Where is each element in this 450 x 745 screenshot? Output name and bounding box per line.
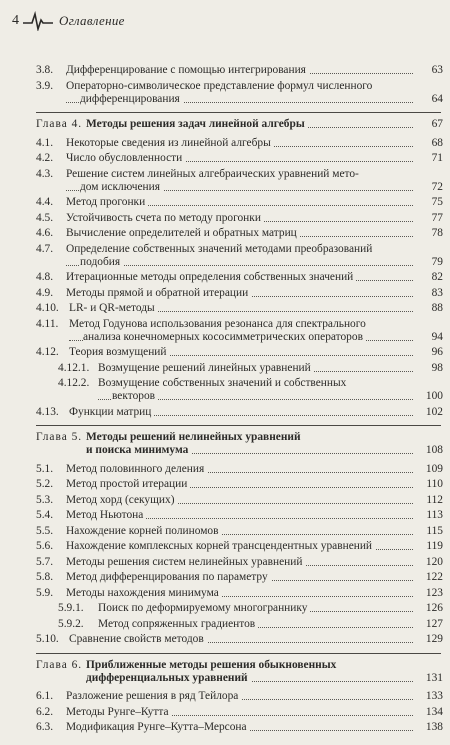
toc-entry-title-line: Определение собственных значений методами преобразований [66, 243, 375, 255]
toc-entry-page-number: 102 [422, 406, 443, 419]
toc-entry-page-number: 112 [422, 494, 443, 507]
toc-entry-page-number: 63 [428, 64, 443, 77]
toc-entry[interactable] [36, 525, 443, 538]
chapter-separator [36, 112, 441, 113]
toc-entry-title-line: Методы Рунге–Кутта [66, 706, 172, 718]
toc-entry-number: 4.5. [36, 211, 54, 224]
toc-entry[interactable] [36, 406, 443, 419]
toc-entry-title-line: Методы решений нелинейных уравнений [86, 431, 304, 443]
toc-entry-title [86, 118, 443, 131]
toc-entry-title-line: Метод Годунова использования резонанса для спектрального [69, 318, 369, 330]
toc-entry-page-number: 75 [428, 196, 443, 209]
toc-entry[interactable] [36, 227, 443, 240]
toc-entry-title [69, 318, 443, 344]
toc-entry-title-line: Возмущение собственных значений и собственных [98, 377, 349, 389]
toc-entry-title [66, 152, 443, 165]
toc-entry-title-line: Сравнение свойств методов [69, 633, 207, 645]
toc-entry-title-line: Разложение решения в ряд Тейлора [66, 690, 241, 702]
toc-entry-title-line: Теория возмущений [69, 346, 170, 358]
toc-entry-title-line: и поиска минимума [86, 444, 191, 456]
toc-entry[interactable] [36, 346, 443, 359]
toc-entry-number: 5.10. [36, 633, 59, 645]
toc-entry[interactable] [36, 463, 443, 476]
toc-entry-title-line: Метод простой итерации [66, 478, 190, 490]
toc-entry-number: 5.5. [36, 524, 54, 537]
toc-entry-title-line: Нахождение комплексных корней трансцендентных уравнений [66, 540, 375, 552]
toc-entry-number: 6.1. [36, 690, 54, 702]
toc-entry-number: Глава 5. [36, 431, 83, 443]
toc-entry-number: 4.2. [36, 152, 54, 164]
toc-entry-title [66, 571, 443, 584]
toc-entry[interactable] [36, 494, 443, 507]
toc-entry-number: 5.3. [36, 493, 54, 506]
toc-entry-number: 4.11. [36, 317, 59, 330]
toc-entry-title-line: Решение систем линейных алгебраических уравнений мето- [66, 168, 362, 180]
toc-entry-title-line: Метод дифференцирования по параметру [66, 571, 271, 583]
toc-entry-page-number: 109 [422, 463, 443, 476]
toc-entry-page-number: 71 [428, 152, 443, 165]
toc-entry-page-number: 127 [422, 618, 443, 631]
toc-entry-title [66, 690, 443, 703]
toc-entry-title [98, 618, 443, 631]
toc-entry-title [66, 706, 443, 719]
toc-entry[interactable] [36, 721, 443, 734]
toc-entry-title-line: Метод прогонки [66, 196, 148, 208]
toc-entry-number: 5.6. [36, 540, 54, 552]
toc-entry-number: 5.9. [36, 586, 54, 599]
toc-entry-title-line: Устойчивость счета по методу прогонки [66, 212, 264, 224]
toc-entry-title [66, 227, 443, 240]
toc-entry-number: 5.9.2. [58, 617, 84, 630]
toc-entry-title [86, 659, 443, 685]
toc-entry-title-line: дом исключения [80, 181, 163, 193]
toc-chapter-entry[interactable] [36, 659, 443, 685]
toc-entry-page-number: 115 [422, 525, 443, 538]
toc-entry-page-number: 78 [428, 227, 443, 240]
toc-entry-title-line: Нахождение корней полиномов [66, 525, 222, 537]
toc-entry-number: 5.4. [36, 509, 54, 521]
chapter-separator [36, 425, 441, 426]
toc-entry-title [98, 602, 443, 615]
toc-entry-title [69, 633, 443, 646]
toc-entry-title [86, 431, 443, 457]
toc-entry-number: 6.2. [36, 705, 54, 718]
toc-entry[interactable] [36, 571, 443, 584]
chapter-separator [36, 653, 441, 654]
toc-entry[interactable] [36, 706, 443, 719]
toc-entry[interactable] [36, 271, 443, 284]
toc-entry-number: 5.9.1. [58, 602, 84, 614]
toc-entry[interactable] [36, 152, 443, 165]
toc-entry-number: 3.8. [36, 64, 54, 76]
toc-entry-number: 4.10. [36, 302, 59, 314]
toc-entry-number: 4.6. [36, 227, 54, 239]
toc-entry-title [69, 346, 443, 359]
toc-entry-page-number: 100 [422, 390, 443, 403]
pulse-line-icon [23, 11, 53, 31]
toc-entry-title-line: Метод хорд (секущих) [66, 494, 177, 506]
toc-entry-title-line: Число обусловленности [66, 152, 185, 164]
toc-entry-page-number: 138 [422, 721, 443, 734]
toc-entry-title-line: Возмущение решений линейных уравнений [98, 362, 314, 374]
toc-entry-title-line: LR- и QR-методы [69, 302, 158, 314]
toc-entry[interactable] [36, 540, 443, 553]
toc-entry[interactable] [58, 618, 443, 631]
toc-entry-title-line: Приближенные методы решения обыкновенных [86, 659, 339, 671]
toc-entry-title [66, 64, 443, 77]
toc-entry-title-line: векторов [112, 390, 158, 402]
toc-entry-page-number: 72 [428, 181, 443, 194]
toc-entry-page-number: 119 [422, 540, 443, 553]
toc-entry-title-line: Метод Ньютона [66, 509, 146, 521]
toc-entry-title [66, 587, 443, 600]
toc-entry-page-number: 134 [422, 706, 443, 719]
toc-entry-page-number: 64 [428, 93, 443, 106]
toc-entry-title-line: Операторно-символическое представление формул численного [66, 80, 375, 92]
toc-entry-page-number: 129 [422, 633, 443, 646]
toc-entry-title [66, 137, 443, 150]
toc-entry[interactable] [36, 587, 443, 600]
toc-entry-title [66, 494, 443, 507]
toc-entry[interactable] [36, 302, 443, 315]
toc-entry-page-number: 83 [428, 287, 443, 300]
toc-entry-title [69, 406, 443, 419]
toc-entry[interactable] [36, 556, 443, 569]
toc-entry-title-line: Функции матриц [69, 406, 154, 418]
toc-entry[interactable] [36, 243, 443, 269]
page-number: 4 [12, 13, 19, 28]
toc-entry-page-number: 82 [428, 271, 443, 284]
toc-entry-page-number: 120 [422, 556, 443, 569]
toc-entry-number: 4.13. [36, 405, 59, 418]
toc-entry[interactable] [36, 64, 443, 77]
toc-entry-title-line: Модификация Рунге–Кутта–Мерсона [66, 721, 250, 733]
toc-entry[interactable] [36, 633, 443, 646]
toc-entry-page-number: 68 [428, 137, 443, 150]
toc-entry-title [66, 509, 443, 522]
toc-entry-title-line: Методы прямой и обратной итерации [66, 287, 251, 299]
toc-entry-number: 4.12.1. [58, 361, 90, 374]
toc-entry-page-number: 108 [422, 444, 443, 457]
toc-entry[interactable] [36, 80, 443, 106]
toc-entry-page-number: 113 [422, 509, 443, 522]
toc-entry-number: 4.7. [36, 242, 54, 255]
toc-entry-title-line: Метод половинного деления [66, 463, 207, 475]
toc-entry[interactable] [36, 287, 443, 300]
toc-entry-number: 5.7. [36, 555, 54, 568]
toc-entry-title [66, 287, 443, 300]
toc-entry-page-number: 98 [428, 362, 443, 375]
toc-entry-title [66, 525, 443, 538]
toc-entry[interactable] [36, 509, 443, 522]
toc-entry-title [66, 243, 443, 269]
toc-entry-page-number: 131 [422, 672, 443, 685]
toc-entry-title [66, 212, 443, 225]
toc-entry-title [66, 271, 443, 284]
toc-entry-title-line: Методы решения систем нелинейных уравнений [66, 556, 305, 568]
toc-entry-title [66, 80, 443, 106]
toc-entry-number: Глава 4. [36, 118, 83, 130]
toc-entry-page-number: 67 [428, 118, 443, 131]
toc-entry-number: 3.9. [36, 79, 54, 92]
toc-entry-page-number: 79 [428, 256, 443, 269]
toc-entry-page-number: 110 [422, 478, 443, 491]
toc-entry-title-line: дифференцирования [80, 93, 183, 105]
toc-entry-page-number: 123 [422, 587, 443, 600]
toc-entry-title [69, 302, 443, 315]
toc-entry-number: Глава 6. [36, 658, 83, 671]
toc-entry-number: 6.3. [36, 721, 54, 733]
toc-entry[interactable] [58, 377, 443, 403]
toc-chapter-entry[interactable] [36, 431, 443, 457]
toc-entry-title [66, 556, 443, 569]
toc-entry-page-number: 122 [422, 571, 443, 584]
toc-entry-number: 4.9. [36, 286, 54, 299]
toc-entry[interactable] [36, 212, 443, 225]
toc-entry-number: 4.12. [36, 346, 59, 358]
toc-entry-page-number: 133 [422, 690, 443, 703]
toc-entry-page-number: 126 [422, 602, 443, 615]
toc-entry-page-number: 94 [428, 331, 443, 344]
toc-entry-title [66, 721, 443, 734]
toc-entry-number: 4.12.2. [58, 377, 90, 389]
toc-entry[interactable] [36, 318, 443, 344]
toc-entry[interactable] [36, 196, 443, 209]
toc-entry-title-line: Методы решения задач линейной алгебры [86, 118, 308, 130]
toc-entry-title-line: Методы нахождения минимума [66, 587, 222, 599]
toc-entry-title-line: Дифференцирование с помощью интегрирования [66, 64, 309, 76]
toc-entry-title [66, 168, 443, 194]
toc-entry[interactable] [36, 137, 443, 150]
toc-entry[interactable] [58, 602, 443, 615]
toc-entry-title-line: анализа конечномерных кососимметрических операторов [83, 331, 366, 343]
toc-entry-number: 4.4. [36, 196, 54, 208]
toc-entry-title-line: Вычисление определителей и обратных матриц [66, 227, 300, 239]
toc-entry-title [66, 196, 443, 209]
toc-entry-title [66, 540, 443, 553]
toc-entry-number: 4.3. [36, 167, 54, 180]
toc-entry-page-number: 77 [428, 212, 443, 225]
toc-entry-title-line: дифференциальных уравнений [86, 672, 251, 684]
toc-entry-title-line: подобия [80, 256, 123, 268]
toc-entry[interactable] [36, 478, 443, 491]
toc-entry-number: 5.1. [36, 462, 54, 475]
toc-entry-number: 5.2. [36, 478, 54, 490]
page-header [12, 8, 125, 34]
toc-entry-page-number: 96 [428, 346, 443, 359]
page-header-title: Оглавление [59, 13, 125, 28]
toc-entry[interactable] [36, 168, 443, 194]
toc-entry-number: 4.8. [36, 271, 54, 283]
toc-entry[interactable] [58, 362, 443, 375]
toc-entry-title [98, 362, 443, 375]
toc-entry[interactable] [36, 690, 443, 703]
toc-entry-title-line: Итерационные методы определения собственных значений [66, 271, 356, 283]
toc-entry-title-line: Метод сопряженных градиентов [98, 618, 258, 630]
toc-entry-title [98, 377, 443, 403]
toc-chapter-entry[interactable] [36, 118, 443, 131]
toc-entry-page-number: 88 [428, 302, 443, 315]
toc-entry-title [66, 463, 443, 476]
toc-entry-number: 5.8. [36, 571, 54, 583]
toc-entry-title [66, 478, 443, 491]
toc-entry-title-line: Поиск по деформируемому многограннику [98, 602, 310, 614]
toc-entry-title-line: Некоторые сведения из линейной алгебры [66, 137, 274, 149]
toc-entry-number: 4.1. [36, 136, 54, 149]
